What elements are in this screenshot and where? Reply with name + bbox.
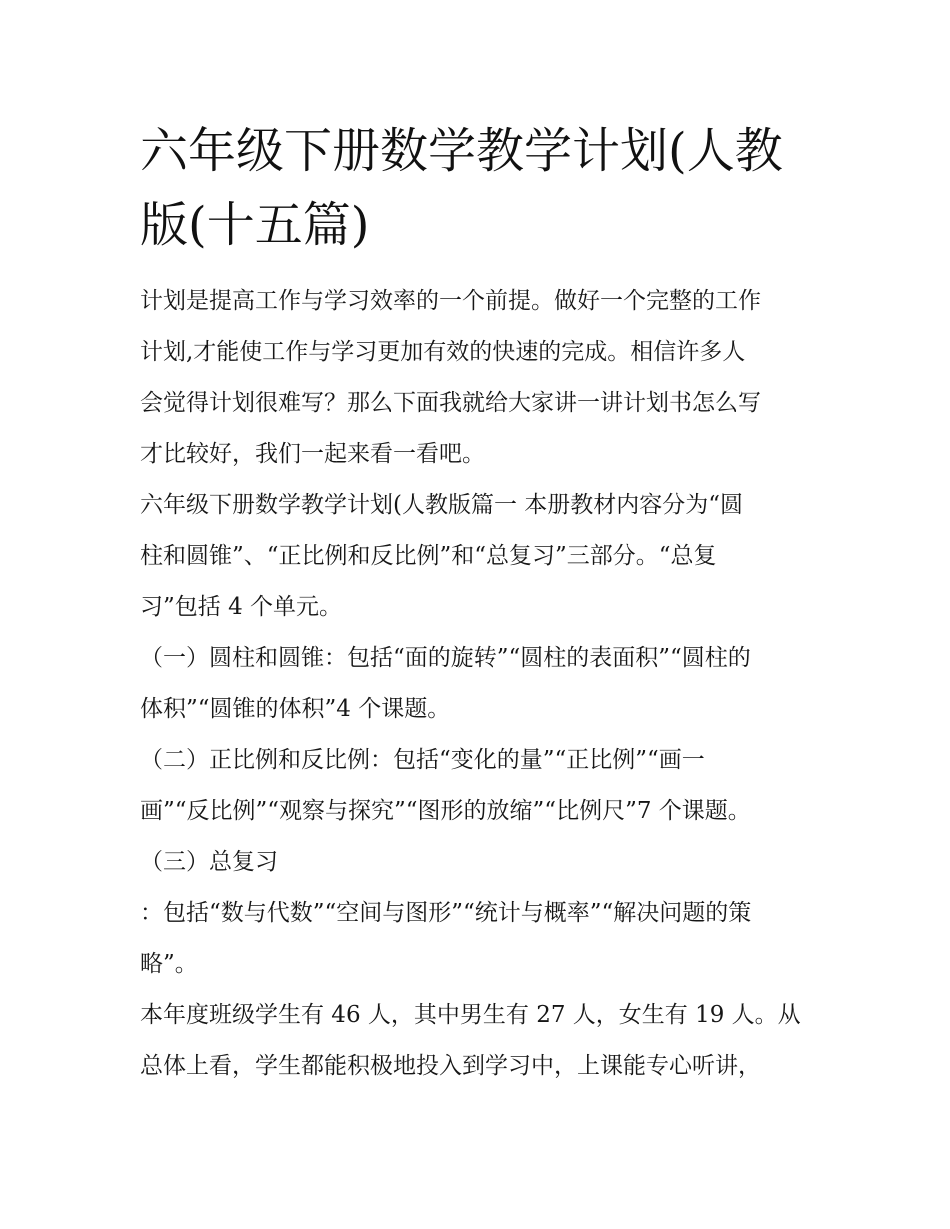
- body-line: ：包括“数与代数”“空间与图形”“统计与概率”“解决问题的策: [140, 900, 752, 926]
- body-line: 画”“反比例”“观察与探究”“图形的放缩”“比例尺”7 个课题。: [140, 798, 751, 824]
- body-line: 六年级下册数学教学计划(人教版篇一 本册教材内容分为“圆: [140, 492, 744, 518]
- title-line: 六年级下册数学教学计划(人教: [140, 123, 783, 179]
- document-body: [140, 276, 830, 1092]
- body-line: （二）正比例和反比例：包括“变化的量”“正比例”“画一: [140, 747, 705, 773]
- body-line: 习”包括 4 个单元。: [140, 594, 343, 620]
- body-line: （一）圆柱和圆锥：包括“面的旋转”“圆柱的表面积”“圆柱的: [140, 645, 751, 671]
- body-line: 计划是提高工作与学习效率的一个前提。做好一个完整的工作: [140, 288, 761, 314]
- body-line: 会觉得计划很难写？那么下面我就给大家讲一讲计划书怎么写: [140, 390, 761, 416]
- body-line: 体积”“圆锥的体积”4 个课题。: [140, 696, 451, 722]
- body-line: 计划,才能使工作与学习更加有效的快速的完成。相信许多人: [140, 339, 746, 365]
- body-line: 总体上看，学生都能积极地投入到学习中，上课能专心听讲，: [140, 1053, 761, 1079]
- title-line: 版(十五篇): [140, 197, 370, 253]
- body-line: 柱和圆锥”、“正比例和反比例”和“总复习”三部分。“总复: [140, 543, 717, 569]
- body-line: 才比较好，我们一起来看一看吧。: [140, 441, 485, 467]
- body-line: 略”。: [140, 951, 198, 977]
- body-line: 本年度班级学生有 46 人，其中男生有 27 人，女生有 19 人。从: [140, 1002, 801, 1028]
- document-title: [140, 114, 830, 262]
- body-line: （三）总复习: [140, 849, 278, 875]
